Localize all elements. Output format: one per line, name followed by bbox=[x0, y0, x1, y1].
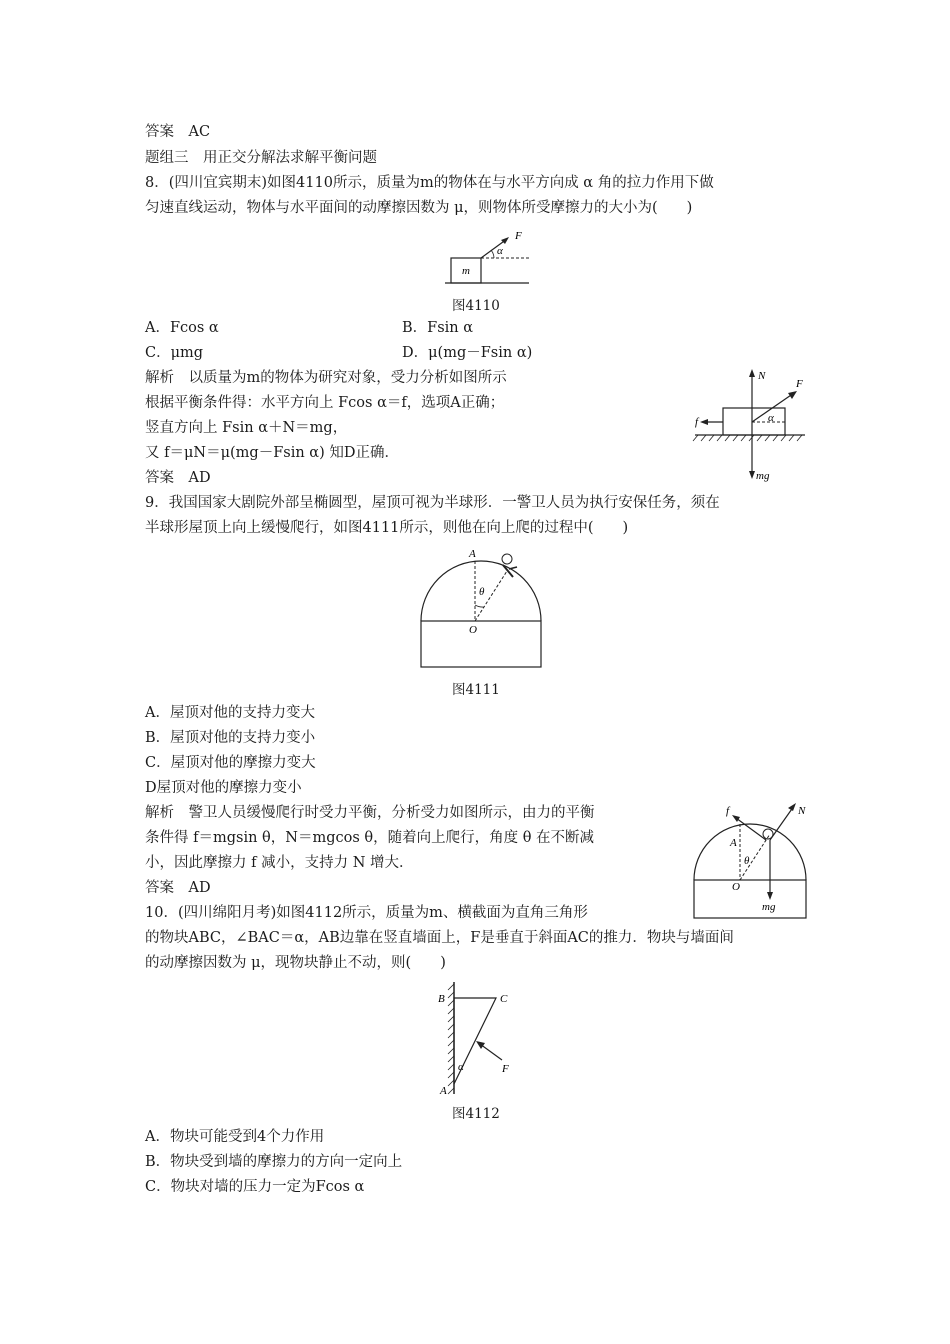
q8-solution-4: 又 f＝μN＝μ(mg－Fsin α) 知D正确． bbox=[145, 445, 399, 461]
label-m: m bbox=[462, 265, 470, 277]
label-A3: A bbox=[440, 1085, 447, 1097]
label-B: B bbox=[438, 993, 445, 1005]
figure-4111 bbox=[415, 545, 540, 670]
answer-8: 答案 AD bbox=[145, 470, 211, 486]
label-C: C bbox=[500, 993, 508, 1005]
label-F2: F bbox=[796, 378, 803, 390]
q8-stem-line1: 8．(四川宜宾期末)如图4110所示，质量为m的物体在与水平方向成 α 角的拉力作用下做 bbox=[145, 175, 714, 191]
q10-option-c: C．物块对墙的压力一定为Fcos α bbox=[145, 1179, 365, 1195]
label-mg2: mg bbox=[762, 901, 776, 913]
label-alpha3: α bbox=[458, 1061, 464, 1073]
label-A: A bbox=[469, 548, 476, 560]
fig4112-caption: 图4112 bbox=[452, 1106, 500, 1122]
figure-4110 bbox=[445, 228, 545, 288]
q8-option-d: D．μ(mg－Fsin α) bbox=[402, 345, 533, 361]
fig4111-caption: 图4111 bbox=[452, 682, 500, 698]
q8-solution-1: 解析 以质量为m的物体为研究对象，受力分析如图所示 bbox=[145, 370, 507, 386]
q8-stem-line2: 匀速直线运动，物体与水平面间的动摩擦因数为 μ，则物体所受摩擦力的大小为( ) bbox=[145, 200, 693, 216]
answer-7: 答案 AC bbox=[145, 124, 211, 140]
label-theta2: θ bbox=[744, 855, 750, 867]
q10-stem-line1: 10．(四川绵阳月考)如图4112所示，质量为m、横截面为直角三角形 bbox=[145, 905, 588, 921]
q9-option-c: C．屋顶对他的摩擦力变大 bbox=[145, 755, 316, 771]
q10-option-a: A．物块可能受到4个力作用 bbox=[145, 1129, 325, 1145]
q8-solution-2: 根据平衡条件得：水平方向上 Fcos α＝f，选项A正确； bbox=[145, 395, 505, 411]
q8-solution-3: 竖直方向上 Fsin α＋N＝mg， bbox=[145, 420, 348, 436]
q10-stem-line2: 的物块ABC，∠BAC＝α，AB边靠在竖直墙面上，F是垂直于斜面AC的推力．物块与墙面间 bbox=[145, 930, 734, 946]
label-F3: F bbox=[502, 1063, 509, 1075]
q9-solution-3: 小，因此摩擦力 f 减小，支持力 N 增大． bbox=[145, 855, 414, 871]
label-theta: θ bbox=[479, 586, 485, 598]
label-alpha2: α bbox=[768, 412, 774, 424]
q8-option-b: B．Fsin α bbox=[402, 320, 474, 336]
figure-q8-force-diagram bbox=[690, 365, 810, 480]
q9-option-d: D屋顶对他的摩擦力变小 bbox=[145, 780, 302, 796]
label-F: F bbox=[515, 230, 522, 242]
q10-option-b: B．物块受到墙的摩擦力的方向一定向上 bbox=[145, 1154, 403, 1170]
answer-9: 答案 AD bbox=[145, 880, 211, 896]
q9-solution-1: 解析 警卫人员缓慢爬行时受力平衡，分析受力如图所示，由力的平衡 bbox=[145, 805, 595, 821]
label-O2: O bbox=[732, 881, 740, 893]
q10-stem-line3: 的动摩擦因数为 μ，现物块静止不动，则( ) bbox=[145, 955, 446, 971]
label-A2: A bbox=[730, 837, 737, 849]
q8-option-c: C．μmg bbox=[145, 345, 204, 361]
q9-option-b: B．屋顶对他的支持力变小 bbox=[145, 730, 316, 746]
figure-4112 bbox=[430, 978, 520, 1098]
section-heading: 题组三 用正交分解法求解平衡问题 bbox=[145, 150, 377, 166]
label-N: N bbox=[758, 370, 766, 382]
label-mg: mg bbox=[756, 470, 770, 482]
label-alpha: α bbox=[497, 245, 503, 257]
q9-option-a: A．屋顶对他的支持力变大 bbox=[145, 705, 315, 721]
fig4110-caption: 图4110 bbox=[452, 298, 500, 314]
label-f: f bbox=[695, 416, 699, 428]
label-O: O bbox=[469, 624, 477, 636]
q9-solution-2: 条件得 f＝mgsin θ，N＝mgcos θ，随着向上爬行，角度 θ 在不断减 bbox=[145, 830, 595, 846]
figure-q9-force-diagram bbox=[690, 800, 815, 925]
q8-option-a: A．Fcos α bbox=[145, 320, 219, 336]
q9-stem-line1: 9．我国国家大剧院外部呈椭圆型，屋顶可视为半球形．一警卫人员为执行安保任务，须在 bbox=[145, 495, 720, 511]
label-f2: f bbox=[726, 805, 730, 817]
q9-stem-line2: 半球形屋顶上向上缓慢爬行，如图4111所示，则他在向上爬的过程中( ) bbox=[145, 520, 629, 536]
label-N2: N bbox=[798, 805, 806, 817]
